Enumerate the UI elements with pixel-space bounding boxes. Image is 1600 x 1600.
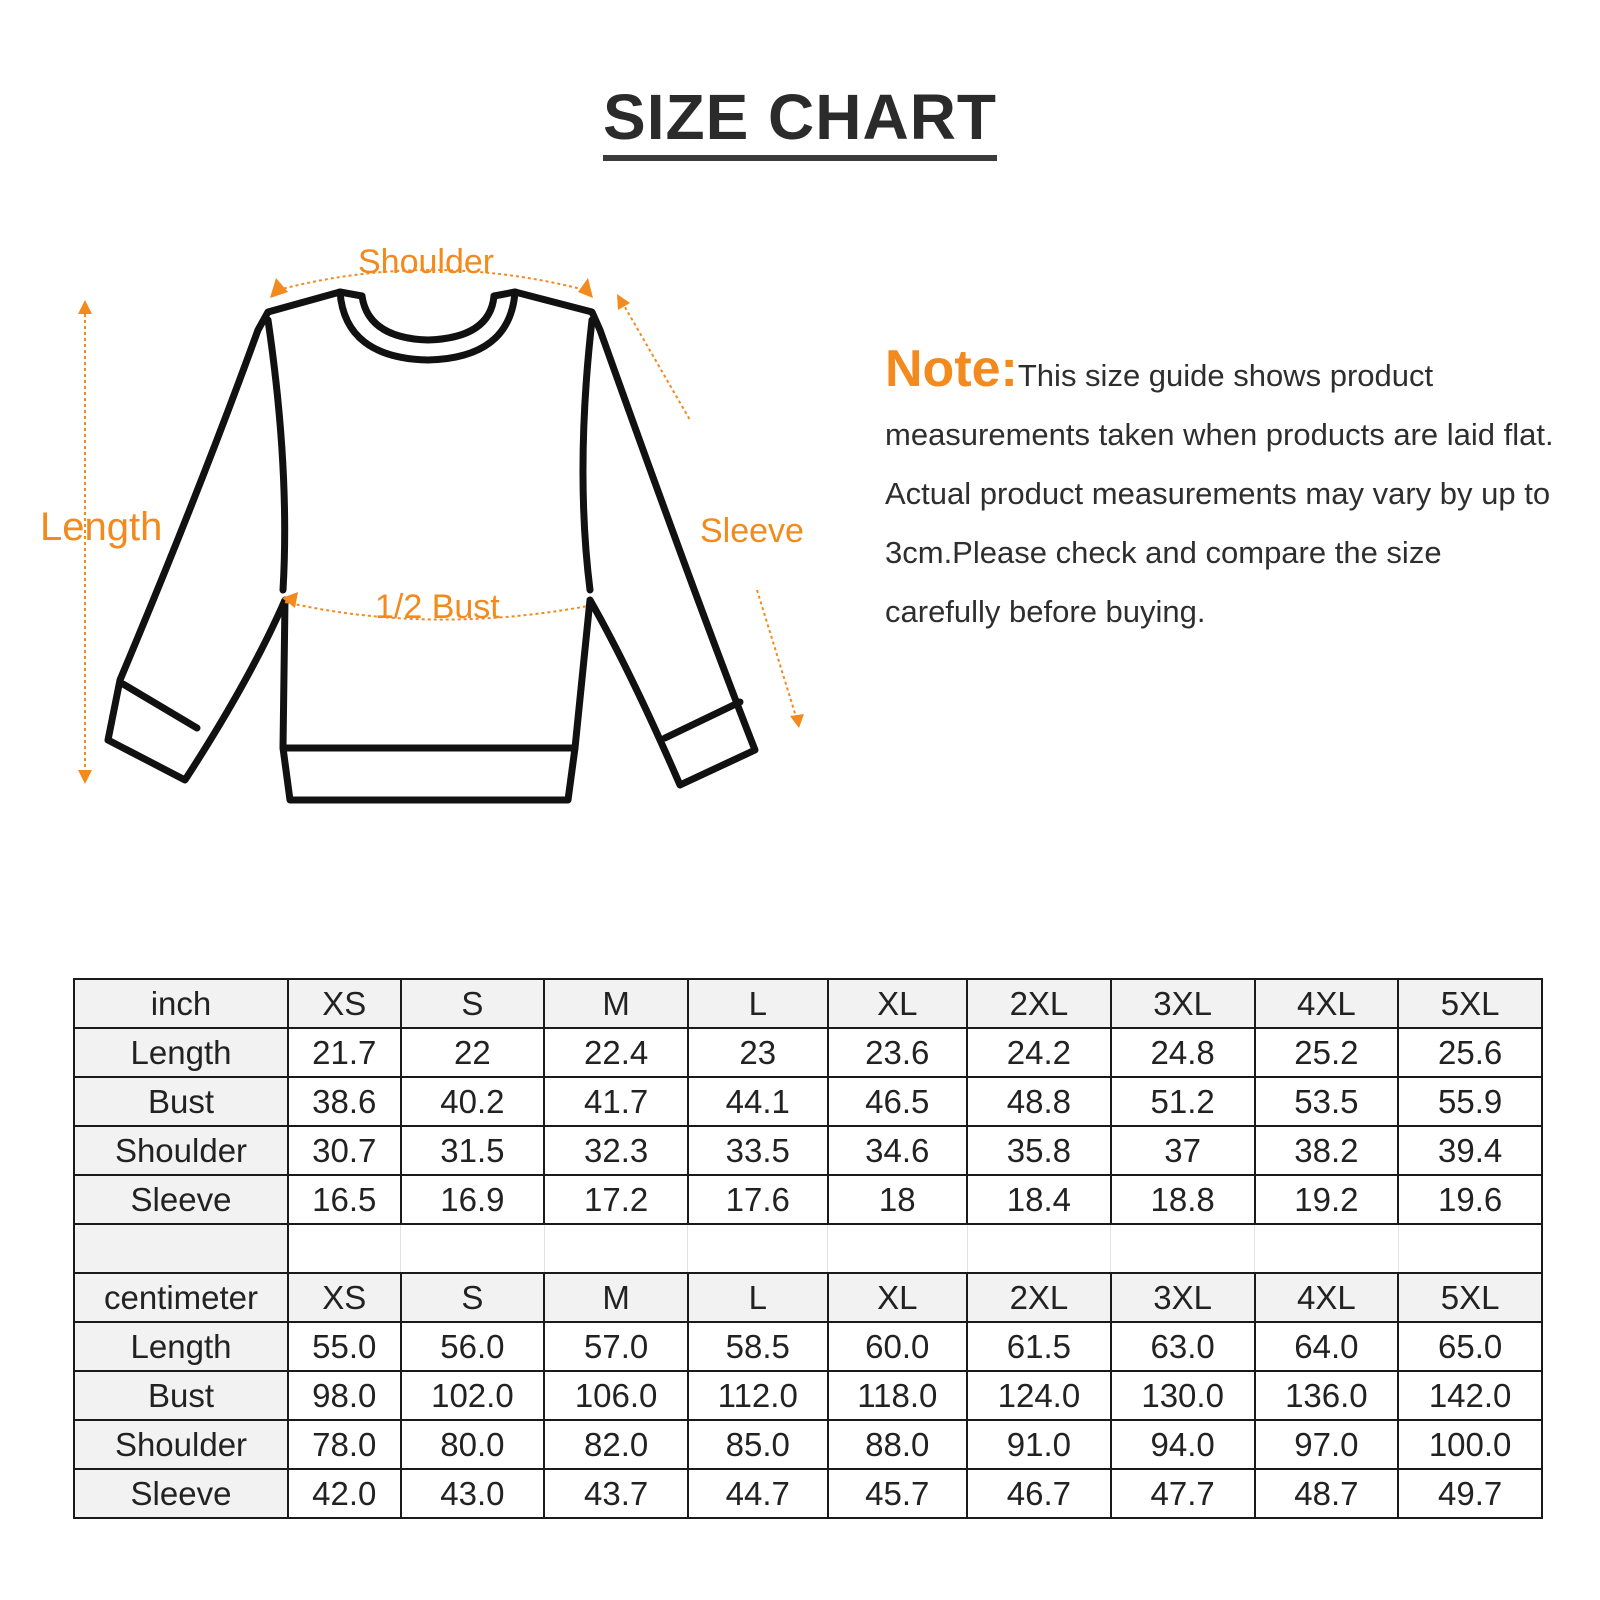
measurement-cell: 19.2 [1255, 1175, 1399, 1224]
spacer-cell [544, 1224, 688, 1273]
title-text: SIZE CHART [603, 81, 997, 161]
inch-size-header: XL [828, 979, 968, 1028]
measurement-cell: 21.7 [288, 1028, 401, 1077]
measurement-cell: 56.0 [401, 1322, 545, 1371]
measurement-cell: 46.5 [828, 1077, 968, 1126]
measurement-cell: 17.6 [688, 1175, 828, 1224]
centimeter-unit-cell: centimeter [74, 1273, 288, 1322]
measurement-cell: 17.2 [544, 1175, 688, 1224]
measurement-cell: 98.0 [288, 1371, 401, 1420]
row-label: Bust [74, 1371, 288, 1420]
measurement-cell: 18.4 [967, 1175, 1111, 1224]
measurement-cell: 91.0 [967, 1420, 1111, 1469]
measurement-cell: 18 [828, 1175, 968, 1224]
measurement-cell: 106.0 [544, 1371, 688, 1420]
inch-size-header: 5XL [1398, 979, 1542, 1028]
measurement-cell: 80.0 [401, 1420, 545, 1469]
measurement-cell: 55.0 [288, 1322, 401, 1371]
measurement-cell: 136.0 [1255, 1371, 1399, 1420]
measurement-cell: 31.5 [401, 1126, 545, 1175]
spacer-cell [1255, 1224, 1399, 1273]
centimeter-header-row [74, 1273, 1542, 1322]
measurement-cell: 63.0 [1111, 1322, 1255, 1371]
measurement-cell: 35.8 [967, 1126, 1111, 1175]
table-row [74, 1371, 1542, 1420]
inch-unit-cell: inch [74, 979, 288, 1028]
shoulder-label: Shoulder [358, 243, 495, 281]
centimeter-size-header: XL [828, 1273, 968, 1322]
page-title [0, 80, 1600, 154]
row-label: Length [74, 1322, 288, 1371]
measurement-cell: 97.0 [1255, 1420, 1399, 1469]
note-block [885, 340, 1565, 641]
centimeter-size-header: 2XL [967, 1273, 1111, 1322]
measurement-cell: 39.4 [1398, 1126, 1542, 1175]
measurement-cell: 82.0 [544, 1420, 688, 1469]
measurement-cell: 124.0 [967, 1371, 1111, 1420]
note-heading: Note: [885, 340, 1018, 398]
measurement-cell: 102.0 [401, 1371, 545, 1420]
measurement-cell: 33.5 [688, 1126, 828, 1175]
measurement-cell: 100.0 [1398, 1420, 1542, 1469]
measurement-cell: 24.2 [967, 1028, 1111, 1077]
centimeter-size-header: 4XL [1255, 1273, 1399, 1322]
measurement-cell: 16.5 [288, 1175, 401, 1224]
measurement-cell: 43.0 [401, 1469, 545, 1518]
centimeter-size-header: 5XL [1398, 1273, 1542, 1322]
measurement-cell: 60.0 [828, 1322, 968, 1371]
table-row [74, 1420, 1542, 1469]
inch-size-header: M [544, 979, 688, 1028]
measurement-cell: 58.5 [688, 1322, 828, 1371]
table-row [74, 1469, 1542, 1518]
row-label: Length [74, 1028, 288, 1077]
row-label: Bust [74, 1077, 288, 1126]
inch-size-header: L [688, 979, 828, 1028]
sleeve-label: Sleeve [700, 512, 804, 550]
inch-size-header: 2XL [967, 979, 1111, 1028]
table-row [74, 1322, 1542, 1371]
measurement-cell: 49.7 [1398, 1469, 1542, 1518]
measurement-cell: 22 [401, 1028, 545, 1077]
note-text: This size guide shows product measurements taken when products are laid flat. Actual product measurements may vary by up to 3cm.Please check and compare the size carefully before buying. [885, 358, 1554, 629]
measurement-cell: 44.1 [688, 1077, 828, 1126]
measurement-cell: 47.7 [1111, 1469, 1255, 1518]
measurement-cell: 130.0 [1111, 1371, 1255, 1420]
measurement-cell: 55.9 [1398, 1077, 1542, 1126]
measurement-cell: 43.7 [544, 1469, 688, 1518]
measurement-cell: 48.7 [1255, 1469, 1399, 1518]
measurement-cell: 46.7 [967, 1469, 1111, 1518]
table-row [74, 1028, 1542, 1077]
measurement-cell: 34.6 [828, 1126, 968, 1175]
measurement-cell: 19.6 [1398, 1175, 1542, 1224]
centimeter-size-header: S [401, 1273, 545, 1322]
measurement-cell: 32.3 [544, 1126, 688, 1175]
measurement-cell: 112.0 [688, 1371, 828, 1420]
size-table [73, 978, 1543, 1519]
measurement-cell: 42.0 [288, 1469, 401, 1518]
measurement-cell: 53.5 [1255, 1077, 1399, 1126]
spacer-cell [1398, 1224, 1542, 1273]
table-row [74, 1077, 1542, 1126]
measurement-cell: 18.8 [1111, 1175, 1255, 1224]
spacer-cell [1111, 1224, 1255, 1273]
spacer-cell [967, 1224, 1111, 1273]
measurement-cell: 23.6 [828, 1028, 968, 1077]
measurement-cell: 30.7 [288, 1126, 401, 1175]
measurement-cell: 38.6 [288, 1077, 401, 1126]
measurement-cell: 38.2 [1255, 1126, 1399, 1175]
inch-size-header: S [401, 979, 545, 1028]
measurement-cell: 85.0 [688, 1420, 828, 1469]
measurement-cell: 23 [688, 1028, 828, 1077]
centimeter-size-header: L [688, 1273, 828, 1322]
spacer-cell [828, 1224, 968, 1273]
measurement-cell: 45.7 [828, 1469, 968, 1518]
table-row [74, 1175, 1542, 1224]
spacer-cell [688, 1224, 828, 1273]
measurement-cell: 142.0 [1398, 1371, 1542, 1420]
measurement-cell: 24.8 [1111, 1028, 1255, 1077]
measurement-cell: 118.0 [828, 1371, 968, 1420]
spacer-cell [74, 1224, 288, 1273]
row-label: Shoulder [74, 1126, 288, 1175]
inch-size-header: XS [288, 979, 401, 1028]
measurement-cell: 25.6 [1398, 1028, 1542, 1077]
measurement-cell: 88.0 [828, 1420, 968, 1469]
row-label: Shoulder [74, 1420, 288, 1469]
measurement-cell: 51.2 [1111, 1077, 1255, 1126]
row-label: Sleeve [74, 1469, 288, 1518]
measurement-cell: 78.0 [288, 1420, 401, 1469]
spacer-row [74, 1224, 1542, 1273]
inch-size-header: 3XL [1111, 979, 1255, 1028]
inch-header-row [74, 979, 1542, 1028]
table-row [74, 1126, 1542, 1175]
bust-label: 1/2 Bust [375, 588, 500, 626]
measurement-cell: 22.4 [544, 1028, 688, 1077]
measurement-cell: 37 [1111, 1126, 1255, 1175]
measurement-cell: 41.7 [544, 1077, 688, 1126]
measurement-cell: 25.2 [1255, 1028, 1399, 1077]
measurement-cell: 57.0 [544, 1322, 688, 1371]
spacer-cell [288, 1224, 401, 1273]
measurement-cell: 65.0 [1398, 1322, 1542, 1371]
measurement-cell: 44.7 [688, 1469, 828, 1518]
measurement-cell: 61.5 [967, 1322, 1111, 1371]
measurement-cell: 48.8 [967, 1077, 1111, 1126]
spacer-cell [401, 1224, 545, 1273]
length-label: Length [40, 505, 163, 549]
measurement-cell: 64.0 [1255, 1322, 1399, 1371]
measurement-cell: 94.0 [1111, 1420, 1255, 1469]
centimeter-size-header: XS [288, 1273, 401, 1322]
row-label: Sleeve [74, 1175, 288, 1224]
measurement-cell: 40.2 [401, 1077, 545, 1126]
sweater-diagram [0, 230, 840, 850]
centimeter-size-header: M [544, 1273, 688, 1322]
centimeter-size-header: 3XL [1111, 1273, 1255, 1322]
inch-size-header: 4XL [1255, 979, 1399, 1028]
measurement-cell: 16.9 [401, 1175, 545, 1224]
